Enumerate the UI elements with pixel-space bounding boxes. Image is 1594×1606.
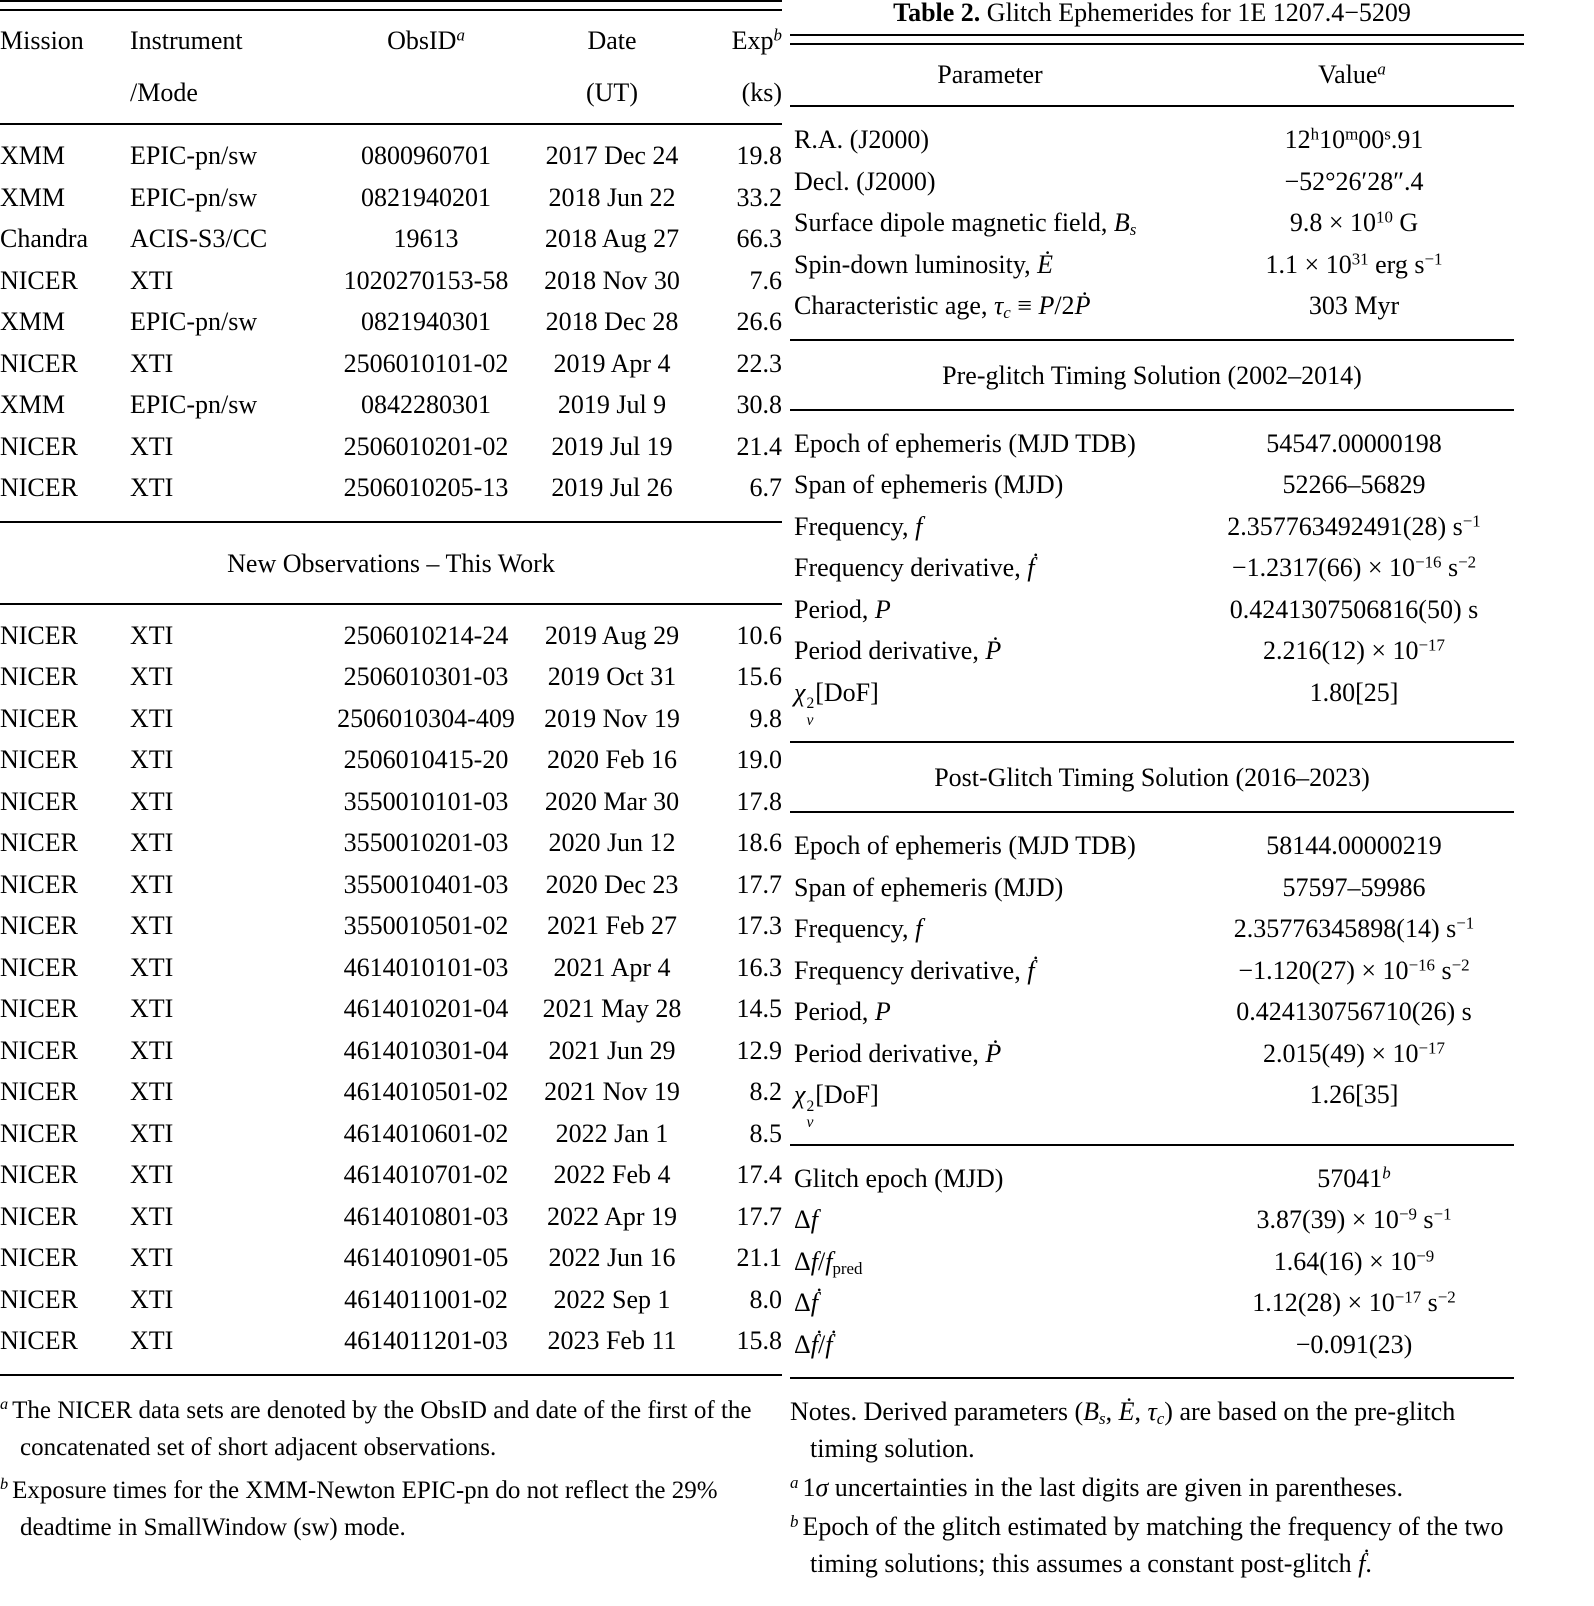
instrument-cell: XTI	[130, 1160, 174, 1189]
date-cell: 2021 Jun 29	[548, 1035, 676, 1065]
observation-row	[0, 1320, 782, 1374]
observation-row	[0, 656, 782, 698]
note-text: Notes. Derived parameters ($B_s$, Ė, $\tau_c$) are based on the pre-glitch timing solution.	[790, 1397, 1456, 1464]
observation-row	[0, 864, 782, 906]
exposure-cell: 8.2	[749, 1077, 782, 1106]
date-cell: 2022 Feb 4	[553, 1160, 671, 1189]
exposure-cell: 15.6	[736, 662, 782, 691]
parameter-value: 58144.00000219	[1266, 831, 1442, 861]
date-cell: 2020 Feb 16	[547, 745, 677, 774]
date-cell: 2021 May 28	[542, 994, 682, 1023]
column-header: /Mode	[130, 67, 330, 124]
parameter-value: 57597–59986	[1282, 872, 1426, 902]
date-cell: 2021 Feb 27	[547, 911, 677, 940]
obsid-cell: 0821940301	[361, 307, 491, 336]
table-top-double-rule	[0, 0, 782, 11]
obsid-cell: 3550010101-03	[343, 786, 509, 816]
parameter-name: Frequency, f	[794, 914, 923, 944]
date-cell: 2022 Jan 1	[555, 1118, 669, 1148]
parameter-value: 57041$^b$	[1317, 1163, 1391, 1193]
column-header: ObsID$^a$	[387, 25, 465, 55]
parameter-group	[790, 1144, 1514, 1378]
parameter-name: Δf	[794, 1205, 818, 1235]
note-marker: b	[790, 1511, 799, 1531]
exposure-cell: 6.7	[749, 473, 782, 502]
exposure-cell: 66.3	[736, 224, 782, 253]
obsid-cell: 4614010301-04	[343, 1035, 509, 1065]
instrument-cell: EPIC-pn/sw	[130, 390, 258, 419]
parameter-value: −52°26′28″.4	[1284, 166, 1424, 196]
date-cell: 2019 Jul 26	[551, 473, 673, 502]
date-cell: 2020 Dec 23	[545, 869, 679, 899]
parameter-value: 2.35776345898(14) $s^{-1}$	[1233, 913, 1475, 944]
obsid-cell: 0842280301	[361, 390, 491, 419]
date-cell: 2018 Nov 30	[544, 265, 680, 295]
parameter-value: 0.4241307506816(50) s	[1229, 594, 1479, 624]
obsid-cell: 0800960701	[361, 141, 491, 170]
right-notes	[790, 1393, 1522, 1582]
left-footnotes	[0, 1392, 780, 1546]
parameter-row	[790, 506, 1514, 548]
observation-row	[0, 822, 782, 864]
parameter-row	[790, 991, 1514, 1033]
ephemerides-header	[790, 45, 1514, 107]
parameter-value: 303 Myr	[1308, 291, 1400, 320]
instrument-cell: XTI	[130, 1035, 174, 1065]
exposure-cell: 19.8	[736, 141, 782, 170]
mission-cell: Chandra	[0, 224, 89, 253]
observation-row	[0, 947, 782, 989]
mission-cell: NICER	[0, 703, 78, 733]
parameter-value: 12$^h$10$^m$00$^s$.91	[1284, 124, 1424, 154]
date-cell: 2022 Jun 16	[548, 1243, 676, 1272]
parameter-row	[790, 1199, 1514, 1241]
parameter-row	[790, 1033, 1514, 1075]
archival-tbody	[0, 124, 782, 521]
parameter-name: Span of ephemeris (MJD)	[794, 470, 1064, 499]
column-header: Mission	[0, 26, 84, 55]
mission-cell: NICER	[0, 1201, 78, 1231]
date-cell: 2020 Jun 12	[548, 828, 676, 857]
section-header: Pre-glitch Timing Solution (2002–2014)	[790, 341, 1514, 411]
instrument-cell: XTI	[130, 952, 174, 982]
parameter-value: 2.357763492491(28) $s^{-1}$	[1227, 511, 1481, 541]
parameter-row	[790, 202, 1514, 244]
note-marker: a	[790, 1472, 799, 1492]
parameter-row	[790, 244, 1514, 286]
instrument-cell: XTI	[130, 662, 174, 691]
exposure-cell: 33.2	[736, 182, 782, 212]
exposure-cell: 18.6	[736, 828, 782, 857]
footnote-text: The NICER data sets are denoted by the ObsID and date of the first of the concatenated set of short adjacent observations.	[12, 1396, 752, 1461]
obsid-cell: 4614011001-02	[344, 1284, 508, 1314]
exposure-cell: 17.7	[736, 1201, 782, 1231]
instrument-cell: XTI	[130, 911, 174, 940]
observations-archival-table	[0, 11, 782, 521]
mission-cell: NICER	[0, 431, 78, 461]
date-cell: 2018 Jun 22	[548, 182, 676, 212]
parameter-name: Glitch epoch (MJD)	[794, 1163, 1004, 1193]
parameter-row	[790, 119, 1514, 161]
parameter-row	[790, 423, 1514, 465]
observation-row	[0, 1071, 782, 1113]
observation-row	[0, 343, 782, 385]
exposure-cell: 17.7	[736, 869, 782, 899]
parameter-rows	[790, 107, 1514, 339]
parameter-column-header: Parameter	[937, 60, 1043, 89]
parameter-group	[790, 339, 1514, 742]
table-note	[790, 1393, 1522, 1467]
parameter-value: 54547.00000198	[1266, 428, 1442, 458]
date-cell: 2018 Dec 28	[545, 307, 679, 336]
observation-row	[0, 301, 782, 343]
mission-cell: NICER	[0, 828, 78, 857]
parameter-row	[790, 1074, 1514, 1132]
table2-caption-label: Table 2.	[893, 0, 981, 27]
observation-row	[0, 1279, 782, 1321]
parameter-row	[790, 589, 1514, 631]
date-cell: 2019 Apr 4	[553, 348, 671, 378]
parameter-name: Epoch of ephemeris (MJD TDB)	[794, 428, 1136, 458]
mission-cell: NICER	[0, 1118, 78, 1148]
observation-row	[0, 1030, 782, 1072]
observation-row	[0, 905, 782, 947]
instrument-cell: XTI	[130, 1326, 174, 1355]
observations-new-table	[0, 605, 782, 1374]
date-cell: 2019 Aug 29	[544, 620, 680, 650]
exposure-cell: 16.3	[736, 952, 782, 982]
exposure-cell: 15.8	[736, 1326, 782, 1355]
date-cell: 2023 Feb 11	[547, 1326, 677, 1355]
mission-cell: NICER	[0, 348, 78, 378]
column-header: Date	[587, 26, 637, 55]
obsid-cell: 4614010701-02	[343, 1160, 509, 1189]
observation-row	[0, 218, 782, 260]
observation-row	[0, 1113, 782, 1155]
mission-cell: NICER	[0, 620, 78, 650]
parameter-value: 0.424130756710(26) s	[1236, 997, 1472, 1027]
parameter-name: Δḟ/ḟ	[794, 1329, 833, 1359]
obs-header-row2	[0, 67, 782, 124]
footnote	[0, 1472, 780, 1546]
observation-row	[0, 426, 782, 468]
date-cell: 2020 Mar 30	[544, 786, 680, 816]
parameter-value: $-1.120(27) \times 10^{-16}$ $s^{-2}$	[1238, 955, 1470, 985]
parameter-value: $9.8 \times 10^{10}$ G	[1289, 207, 1419, 237]
column-header: Instrument	[130, 26, 243, 55]
date-cell: 2019 Nov 19	[544, 703, 680, 733]
exposure-cell: 30.8	[736, 390, 782, 419]
parameter-value: 1.26[35]	[1309, 1080, 1399, 1110]
parameter-row	[790, 950, 1514, 992]
observation-row	[0, 781, 782, 823]
value-column-header: Value$^a$	[1318, 59, 1386, 89]
table2-caption	[790, 0, 1514, 28]
parameter-value: $-1.2317(66) \times 10^{-16}$ $s^{-2}$	[1231, 552, 1477, 582]
obsid-cell: 4614010101-03	[343, 952, 509, 982]
table2-bottom-rule	[790, 1377, 1514, 1379]
observation-row	[0, 384, 782, 426]
parameter-rows	[790, 813, 1514, 1144]
mission-cell: NICER	[0, 1160, 78, 1189]
obsid-cell: 2506010214-24	[343, 620, 509, 650]
table-note	[790, 1469, 1522, 1506]
new-observations-section-title: New Observations – This Work	[227, 548, 555, 578]
observations-header	[0, 11, 782, 124]
ephemerides-groups	[790, 107, 1514, 1377]
instrument-cell: XTI	[130, 1243, 174, 1272]
exposure-cell: 22.3	[736, 348, 782, 378]
parameter-value: $2.216(12) \times 10^{-17}$	[1263, 635, 1445, 665]
parameter-group	[790, 741, 1514, 1144]
mission-cell: NICER	[0, 1077, 78, 1106]
mission-cell: NICER	[0, 869, 78, 899]
column-header	[0, 67, 130, 124]
parameter-row	[790, 1282, 1514, 1324]
obsid-cell: 0821940201	[361, 182, 491, 212]
instrument-cell: EPIC-pn/sw	[130, 182, 258, 212]
observation-row	[0, 124, 782, 177]
column-header: (UT)	[522, 67, 702, 124]
parameter-value: 52266–56829	[1282, 470, 1426, 499]
date-cell: 2021 Nov 19	[544, 1077, 680, 1106]
parameter-name: Period, P	[794, 997, 891, 1027]
parameter-value: $2.015(49) \times 10^{-17}$	[1263, 1038, 1445, 1068]
exposure-cell: 17.4	[736, 1160, 782, 1189]
date-cell: 2022 Sep 1	[553, 1284, 671, 1314]
mission-cell: NICER	[0, 265, 78, 295]
table2-caption-text: Glitch Ephemerides for 1E 1207.4−5209	[980, 0, 1411, 27]
obsid-cell: 2506010101-02	[343, 348, 509, 378]
instrument-cell: XTI	[130, 703, 174, 733]
mission-cell: NICER	[0, 994, 78, 1023]
mission-cell: XMM	[0, 390, 66, 419]
date-cell: 2018 Aug 27	[544, 224, 680, 253]
instrument-cell: EPIC-pn/sw	[130, 307, 258, 336]
glitch-ephemerides-table	[790, 0, 1524, 1584]
column-header: (ks)	[702, 67, 782, 124]
parameter-value: 1.80[25]	[1309, 677, 1399, 707]
parameter-row	[790, 285, 1514, 327]
parameter-name: $\Delta f/f_{pred}$	[794, 1246, 863, 1278]
instrument-cell: XTI	[130, 265, 174, 295]
exposure-cell: 14.5	[736, 994, 782, 1023]
observation-row	[0, 698, 782, 740]
obsid-cell: 2506010415-20	[343, 745, 509, 774]
obsid-cell: 4614011201-03	[344, 1326, 508, 1355]
parameter-name: Δḟ	[794, 1288, 818, 1318]
obsid-cell: 2506010304-409	[337, 703, 515, 733]
mission-cell: NICER	[0, 1326, 78, 1355]
footnote-text: Exposure times for the XMM-Newton EPIC-pn do not reflect the 29% deadtime in SmallWindow (sw) mode.	[12, 1476, 718, 1541]
exposure-cell: 21.4	[736, 431, 782, 461]
column-header	[330, 67, 522, 124]
parameter-row	[790, 825, 1514, 867]
parameter-name: Period derivative, Ṗ	[794, 1038, 1002, 1068]
parameter-name: R.A. (J2000)	[794, 125, 930, 154]
instrument-cell: EPIC-pn/sw	[130, 141, 258, 170]
mission-cell: NICER	[0, 1284, 78, 1314]
parameter-name: χ 2 ν [DoF]	[794, 677, 879, 729]
observation-row	[0, 1196, 782, 1238]
exposure-cell: 19.0	[736, 745, 782, 774]
column-header: Exp$^b$	[731, 25, 782, 55]
mission-cell: XMM	[0, 141, 66, 170]
observation-log-table	[0, 0, 782, 1552]
instrument-cell: XTI	[130, 1118, 174, 1148]
parameter-name: Spin-down luminosity, Ė	[794, 249, 1054, 279]
parameter-name: Decl. (J2000)	[794, 166, 936, 196]
parameter-name: Frequency derivative, ḟ	[794, 955, 1035, 985]
parameter-name: Frequency, f	[794, 511, 923, 541]
section-header: Post-Glitch Timing Solution (2016–2023)	[790, 743, 1514, 813]
parameter-rows	[790, 411, 1514, 742]
obsid-cell: 2506010201-02	[343, 431, 509, 461]
mission-cell: NICER	[0, 1035, 78, 1065]
exposure-cell: 17.8	[736, 786, 782, 816]
parameter-row	[790, 1158, 1514, 1200]
date-cell: 2019 Jul 9	[557, 390, 667, 419]
instrument-cell: XTI	[130, 1284, 174, 1314]
table-bottom-rule	[0, 1374, 782, 1376]
instrument-cell: XTI	[130, 786, 174, 816]
footnote-marker: b	[0, 1475, 9, 1494]
new-tbody	[0, 605, 782, 1374]
parameter-value: $3.87(39) \times 10^{-9}$ $s^{-1}$	[1256, 1204, 1452, 1235]
parameter-row	[790, 547, 1514, 589]
date-cell: 2017 Dec 24	[545, 141, 679, 170]
parameter-name: Characteristic age, $\tau_c$ ≡ P/2Ṗ	[794, 291, 1091, 323]
obsid-cell: 2506010301-03	[343, 662, 509, 691]
parameter-row	[790, 161, 1514, 203]
parameter-value: $1.1 \times 10^{31}$ erg $s^{-1}$	[1265, 249, 1443, 279]
observation-row	[0, 260, 782, 302]
obsid-cell: 3550010501-02	[343, 911, 509, 940]
instrument-cell: XTI	[130, 431, 174, 461]
date-cell: 2022 Apr 19	[547, 1201, 677, 1231]
parameter-name: Period derivative, Ṗ	[794, 636, 1002, 665]
note-text: Epoch of the glitch estimated by matching the frequency of the two timing solutions; this assumes a constant post-glitch ḟ.	[802, 1512, 1504, 1579]
observation-row	[0, 739, 782, 781]
parameter-name: Surface dipole magnetic field, $B_s$	[794, 208, 1137, 240]
parameter-name: χ 2 ν [DoF]	[794, 1080, 879, 1132]
obsid-cell: 4614010601-02	[343, 1118, 509, 1148]
parameter-name: Frequency derivative, ḟ	[794, 553, 1035, 582]
exposure-cell: 17.3	[736, 911, 782, 940]
date-cell: 2019 Jul 19	[551, 431, 673, 461]
ephemerides-table-body	[790, 45, 1514, 1379]
mission-cell: NICER	[0, 662, 78, 691]
parameter-row	[790, 1241, 1514, 1283]
parameter-row	[790, 908, 1514, 950]
instrument-cell: XTI	[130, 869, 174, 899]
mission-cell: XMM	[0, 307, 66, 336]
observation-row	[0, 988, 782, 1030]
instrument-cell: XTI	[130, 348, 174, 378]
exposure-cell: 8.5	[749, 1118, 782, 1148]
footnote	[0, 1392, 780, 1466]
exposure-cell: 9.8	[749, 703, 782, 733]
instrument-cell: ACIS-S3/CC	[130, 224, 268, 253]
parameter-value: $1.64(16) \times 10^{-9}$	[1273, 1246, 1435, 1276]
instrument-cell: XTI	[130, 1201, 174, 1231]
mission-cell: NICER	[0, 911, 78, 940]
parameter-name: Epoch of ephemeris (MJD TDB)	[794, 831, 1136, 861]
observation-row	[0, 177, 782, 219]
observation-row	[0, 605, 782, 657]
exposure-cell: 12.9	[736, 1035, 782, 1065]
footnote-marker: a	[0, 1395, 9, 1414]
parameter-row	[790, 672, 1514, 730]
instrument-cell: XTI	[130, 994, 174, 1023]
exposure-cell: 26.6	[736, 307, 782, 336]
mission-cell: NICER	[0, 786, 78, 816]
table-note	[790, 1508, 1522, 1582]
obsid-cell: 2506010205-13	[343, 473, 509, 502]
parameter-rows	[790, 1146, 1514, 1378]
obsid-cell: 1020270153-58	[343, 265, 509, 295]
instrument-cell: XTI	[130, 828, 174, 857]
mission-cell: NICER	[0, 473, 78, 502]
obsid-cell: 4614010501-02	[343, 1077, 509, 1106]
mission-cell: NICER	[0, 745, 78, 774]
parameter-name: Span of ephemeris (MJD)	[794, 872, 1064, 902]
instrument-cell: XTI	[130, 473, 174, 502]
parameter-value: −0.091(23)	[1295, 1329, 1413, 1359]
exposure-cell: 7.6	[749, 265, 782, 295]
mission-cell: NICER	[0, 1243, 78, 1272]
date-cell: 2019 Oct 31	[547, 662, 677, 691]
exposure-cell: 21.1	[736, 1243, 782, 1272]
exposure-cell: 8.0	[749, 1284, 782, 1314]
obsid-cell: 4614010201-04	[343, 994, 509, 1023]
observation-row	[0, 1154, 782, 1196]
instrument-cell: XTI	[130, 745, 174, 774]
obsid-cell: 4614010801-03	[343, 1201, 509, 1231]
parameter-row	[790, 630, 1514, 672]
parameter-value: $1.12(28) \times 10^{-17}$ $s^{-2}$	[1252, 1287, 1456, 1318]
note-text: 1σ uncertainties in the last digits are given in parentheses.	[802, 1473, 1403, 1503]
date-cell: 2021 Apr 4	[553, 952, 671, 982]
obsid-cell: 3550010201-03	[343, 828, 509, 857]
instrument-cell: XTI	[130, 1077, 174, 1106]
parameter-group	[790, 107, 1514, 339]
observation-row	[0, 1237, 782, 1279]
exposure-cell: 10.6	[736, 620, 782, 650]
observation-row	[0, 467, 782, 521]
obsid-cell: 4614010901-05	[343, 1243, 509, 1272]
parameter-row	[790, 867, 1514, 909]
table2-top-double-rule	[790, 34, 1524, 45]
instrument-cell: XTI	[130, 620, 174, 650]
parameter-row	[790, 464, 1514, 506]
mission-cell: XMM	[0, 182, 66, 212]
parameter-row	[790, 1324, 1514, 1366]
parameter-name: Period, P	[794, 594, 891, 624]
obs-header-row1	[0, 11, 782, 67]
obsid-cell: 3550010401-03	[343, 869, 509, 899]
obsid-cell: 19613	[393, 224, 459, 253]
mission-cell: NICER	[0, 952, 78, 982]
